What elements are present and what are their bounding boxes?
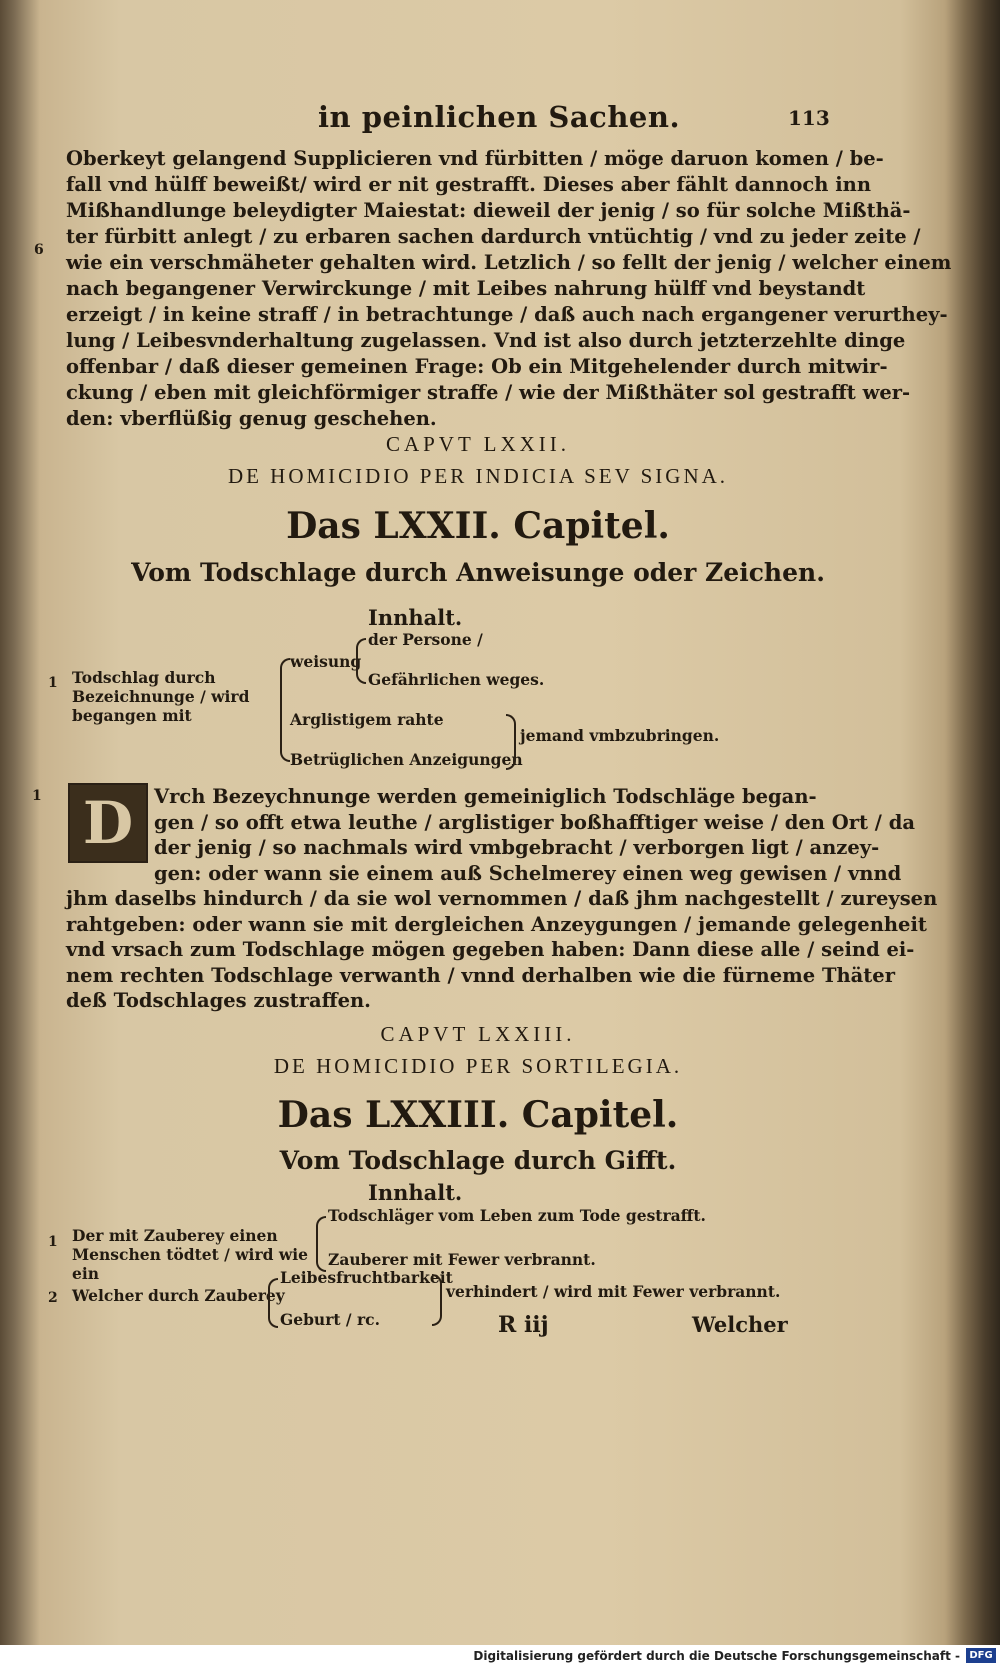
running-head	[28, 100, 968, 140]
synopsis-main: Todschlag durch Bezeichnunge / wird begangen mit	[72, 668, 250, 725]
margin-note: 6	[34, 242, 44, 258]
text-line: nach begangener Verwirckunge / mit Leibes nahrung hülff vnd beystandt	[66, 277, 866, 300]
text-line: lung / Leibesvnderhaltung zugelassen. Vnd ist also durch jetzterzehlte dinge	[66, 329, 906, 352]
margin-note: 1	[32, 788, 42, 804]
synopsis-item: Arglistigem rahte	[290, 710, 444, 729]
initial-letter: D	[82, 789, 134, 857]
brace	[506, 714, 516, 770]
synopsis-item: Zauberer mit Fewer verbrannt.	[328, 1250, 596, 1269]
chapter-title: Das LXXII. Capitel.	[286, 505, 670, 547]
brace	[280, 658, 290, 762]
dfg-logo: DFG	[966, 1648, 996, 1663]
margin-note: 1	[48, 1234, 58, 1250]
text-line: der jenig / so nachmals wird vmbgebracht / verborgen ligt / anzey-	[154, 836, 880, 859]
book-page	[28, 18, 968, 1633]
text-line: Mißhandlunge beleydigter Maiestat: dieweil der jenig / so für solche Mißthä-	[66, 199, 911, 222]
text-line: gen: oder wann sie einem auß Schelmerey einen weg gewisen / vnnd	[154, 861, 902, 885]
paragraph-continued	[66, 146, 952, 432]
text-line: gen / so offt etwa leuthe / arglistiger boßhafftiger weise / den Ort / da	[154, 810, 915, 834]
brace	[268, 1278, 278, 1328]
text-line: vnd vrsach zum Todschlage mögen gegeben haben: Dann diese alle / seind ei-	[66, 938, 915, 961]
text-line: jhm daselbs hindurch / da sie wol vernommen / daß jhm nachgestellt / zureysen	[66, 887, 938, 910]
latin-title: DE HOMICIDIO PER SORTILEGIA.	[273, 1054, 683, 1078]
text-line: Vrch Bezeychnunge werden gemeiniglich Todschläge began-	[154, 785, 817, 808]
text-line: Oberkeyt gelangend Supplicieren vnd fürbitten / möge daruon komen / be-	[66, 147, 884, 170]
brace	[356, 638, 366, 684]
catchword: Welcher	[692, 1312, 788, 1337]
text-line: ter fürbitt anlegt / zu erbaren sachen dardurch vntüchtig / vnd zu jeder zeite /	[66, 225, 921, 248]
synopsis-item: weisung	[290, 652, 362, 671]
synopsis-item: verhindert / wird mit Fewer verbrannt.	[446, 1282, 781, 1301]
synopsis-item: jemand vmbzubringen.	[520, 726, 720, 745]
synopsis-item: Betrüglichen Anzeigungen	[290, 750, 523, 769]
synopsis-main: Der mit Zauberey einen Menschen tödtet / wird wie ein	[72, 1226, 308, 1283]
text-line: offenbar / daß dieser gemeinen Frage: Ob ein Mitgehelender durch mitwir-	[66, 355, 888, 378]
caput-heading: CAPVT LXXIII.	[380, 1022, 576, 1046]
text-line: wie ein verschmäheter gehalten wird. Letzlich / so fellt der jenig / welcher einem	[66, 251, 952, 274]
innhalt-heading: Innhalt.	[368, 605, 463, 630]
running-head-title: in peinlichen Sachen.	[318, 100, 681, 134]
margin-note: 1	[48, 675, 58, 691]
synopsis-item: Gefährlichen weges.	[368, 670, 545, 689]
synopsis-item: Geburt / rc.	[280, 1310, 380, 1329]
innhalt-heading: Innhalt.	[368, 1180, 463, 1205]
text-line: rahtgeben: oder wann sie mit dergleichen Anzeygungen / jemande gelegenheit	[66, 912, 927, 936]
caput-heading: CAPVT LXXII.	[385, 432, 571, 456]
synopsis-item: Todschläger vom Leben zum Tode gestrafft.	[328, 1206, 706, 1225]
text-line: nem rechten Todschlage verwanth / vnnd derhalben wie die fürneme Thäter	[66, 963, 895, 987]
text-line: ckung / eben mit gleichförmiger straffe / wie der Mißthäter sol gestrafft wer-	[66, 381, 911, 404]
synopsis-main: Welcher durch Zauberey	[72, 1286, 285, 1305]
signature-mark: R iij	[498, 1312, 549, 1338]
page-number: 113	[788, 106, 830, 130]
synopsis-item: Leibesfruchtbarkeit	[280, 1268, 453, 1287]
text-line: fall vnd hülff beweißt/ wird er nit gestrafft. Dieses aber fählt dannoch inn	[66, 173, 872, 196]
brace	[316, 1216, 326, 1272]
chapter-subtitle: Vom Todschlage durch Gifft.	[279, 1146, 677, 1175]
text-line: den: vberflüßig genug geschehen.	[66, 407, 437, 430]
synopsis-item: der Persone /	[368, 630, 483, 649]
chapter-title: Das LXXIII. Capitel.	[277, 1094, 679, 1136]
text-line: deß Todschlages zustraffen.	[66, 989, 371, 1012]
footer-bar	[0, 1645, 1000, 1667]
brace	[432, 1274, 442, 1326]
latin-title: DE HOMICIDIO PER INDICIA SEV SIGNA.	[227, 464, 729, 488]
margin-note: 2	[48, 1290, 58, 1306]
chapter-subtitle: Vom Todschlage durch Anweisunge oder Zeichen.	[131, 558, 825, 587]
text-line: erzeigt / in keine straff / in betrachtunge / daß auch nach ergangener verurthey-	[66, 303, 948, 326]
chapter72-paragraph	[66, 784, 938, 1014]
footer-credit: Digitalisierung gefördert durch die Deutsche Forschungsgemeinschaft -	[473, 1649, 960, 1663]
